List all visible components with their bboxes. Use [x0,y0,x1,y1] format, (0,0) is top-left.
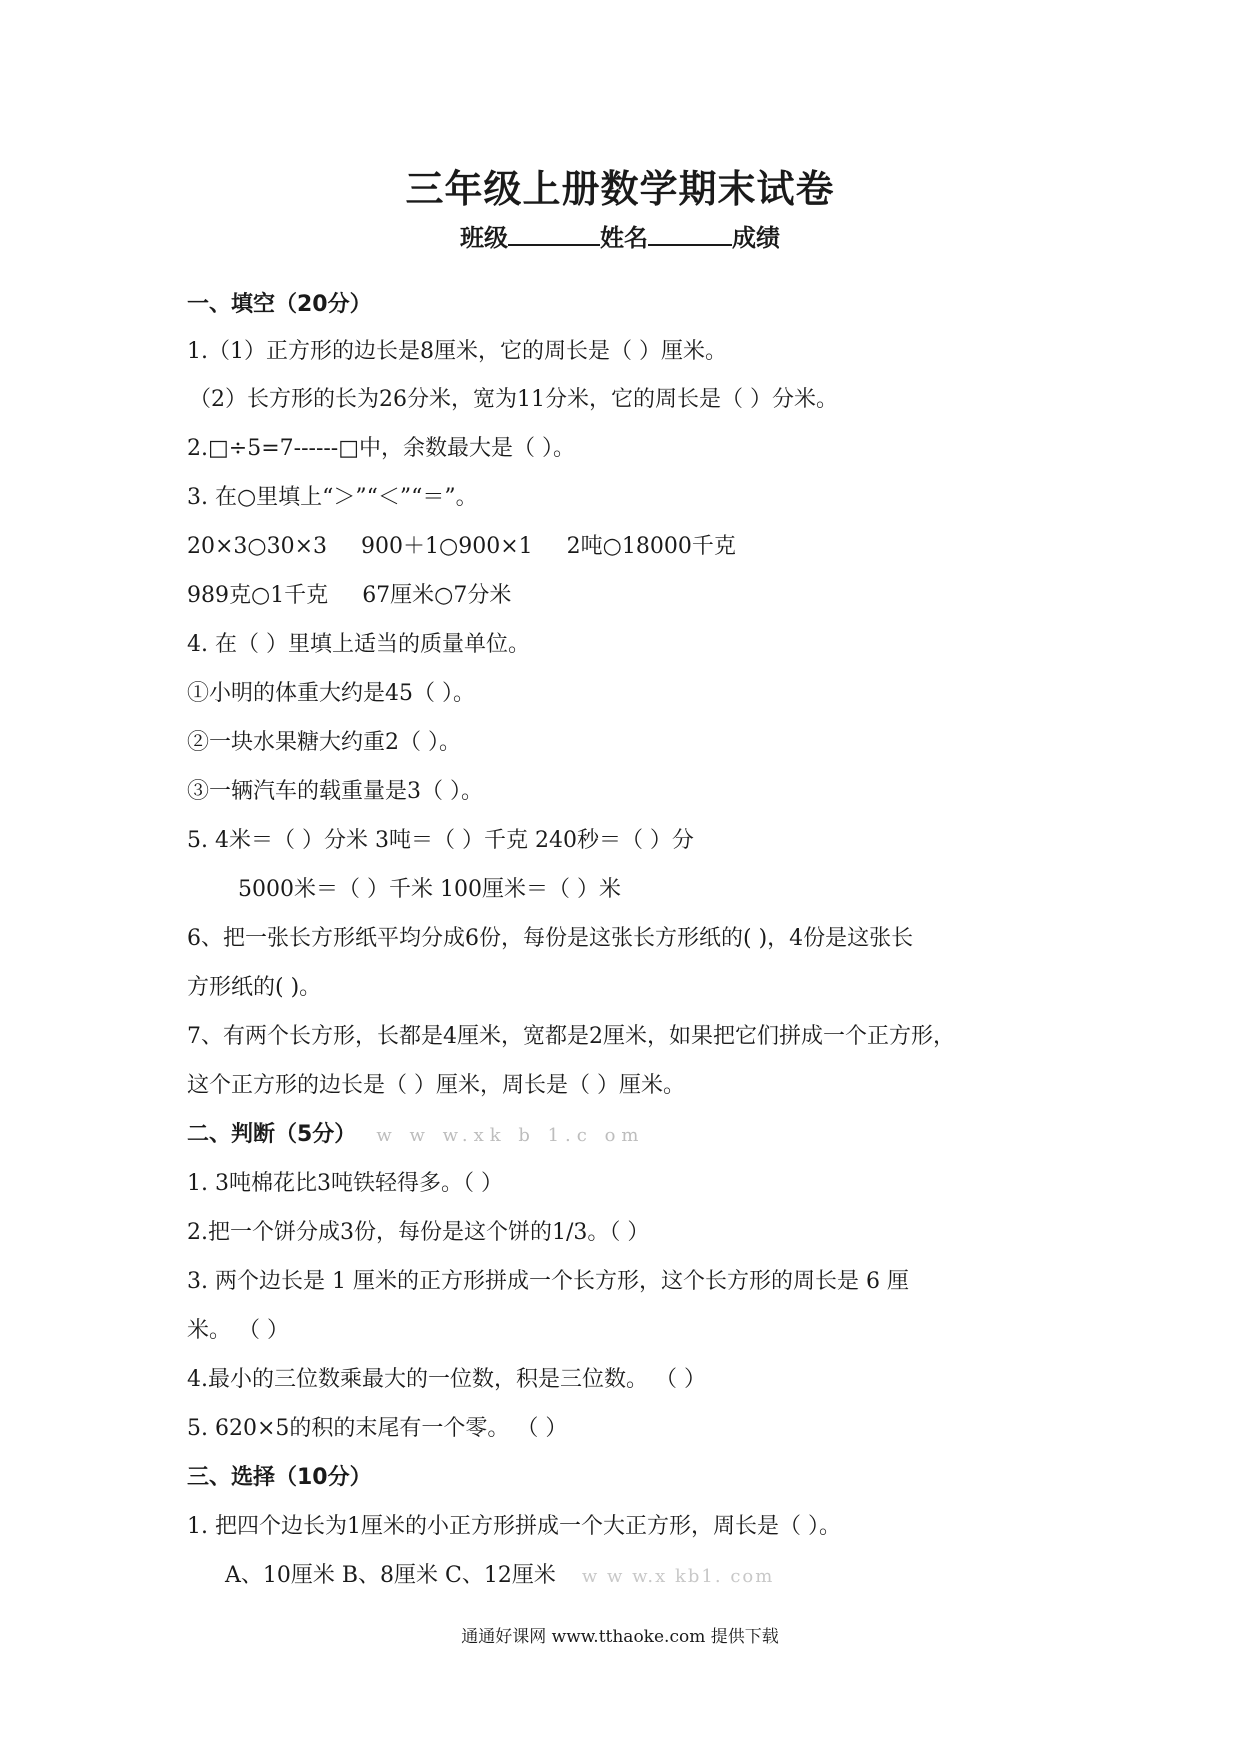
section3-heading: 三、选择（10分） [187,1465,372,1490]
judge-item: 米。 （ ） [187,1318,289,1343]
judge-item: 3. 两个边长是 1 厘米的正方形拼成一个长方形，这个长方形的周长是 6 厘 [187,1269,909,1294]
choice-options: A、10厘米 B、8厘米 C、12厘米 [225,1563,556,1588]
compare-item: 2吨○18000千克 [566,534,736,559]
question-7-line2: 这个正方形的边长是（ ）厘米，周长是（ ）厘米。 [187,1073,685,1098]
compare-item: 67厘米○7分米 [362,583,512,608]
judge-item: 1. 3吨棉花比3吨铁轻得多。（ ） [187,1171,503,1196]
student-info-row [0,218,1240,253]
question-6-line1: 6、把一张长方形纸平均分成6份，每份是这张长方形纸的( )，4份是这张长 [187,926,914,951]
watermark-text: w w w.x kb1. com [581,1566,775,1587]
compare-item: 20×3○30×3 [187,534,328,559]
question-4: 4. 在（ ）里填上适当的质量单位。 [187,632,530,657]
question-3-row1 [187,532,736,562]
section1-heading: 一、填空（20分） [187,292,372,317]
name-blank[interactable] [648,222,732,246]
class-blank[interactable] [508,222,600,246]
compare-item: 989克○1千克 [187,583,329,608]
question-1-2: （2）长方形的长为26分米，宽为11分米，它的周长是（ ）分米。 [189,387,838,412]
question-7-line1: 7、有两个长方形，长都是4厘米，宽都是2厘米，如果把它们拼成一个正方形， [187,1024,955,1049]
compare-item: 900＋1○900×1 [361,534,533,559]
question-5-row1: 5. 4米＝（ ）分米 3吨＝（ ）千克 240秒＝（ ）分 [187,828,694,853]
name-label: 姓名 [600,224,648,252]
question-4-item: ③一辆汽车的载重量是3（ ）。 [187,779,483,804]
question-6-line2: 方形纸的( )。 [187,975,322,1000]
judge-item: 5. 620×5的积的末尾有一个零。 （ ） [187,1416,568,1441]
watermark-text: w w w.xk b 1.c om [376,1125,645,1146]
question-4-item: ②一块水果糖大约重2（ ）。 [187,730,461,755]
question-5-row2: 5000米＝（ ）千米 100厘米＝（ ）米 [238,877,621,902]
choice-question-1: 1. 把四个边长为1厘米的小正方形拼成一个大正方形，周长是（ ）。 [187,1514,841,1539]
choice-options-row [225,1561,774,1592]
exam-title: 三年级上册数学期末试卷 [405,167,835,211]
score-label: 成绩 [732,224,780,252]
page-footer: 通通好课网 www.tthaoke.com 提供下载 [461,1627,779,1647]
class-label: 班级 [460,224,508,252]
question-3-row2 [187,581,511,611]
judge-item: 4.最小的三位数乘最大的一位数，积是三位数。 （ ） [187,1367,706,1392]
section2-heading-row [187,1120,644,1151]
question-2: 2.□÷5=7------□中，余数最大是（ ）。 [187,436,576,461]
section2-heading: 二、判断（5分） [187,1122,357,1147]
question-1-1: 1.（1）正方形的边长是8厘米，它的周长是（ ）厘米。 [187,339,727,364]
question-3: 3. 在○里填上“＞”“＜”“＝”。 [187,485,478,510]
judge-item: 2.把一个饼分成3份，每份是这个饼的1/3。（ ） [187,1220,650,1245]
question-4-item: ①小明的体重大约是45（ ）。 [187,681,475,706]
